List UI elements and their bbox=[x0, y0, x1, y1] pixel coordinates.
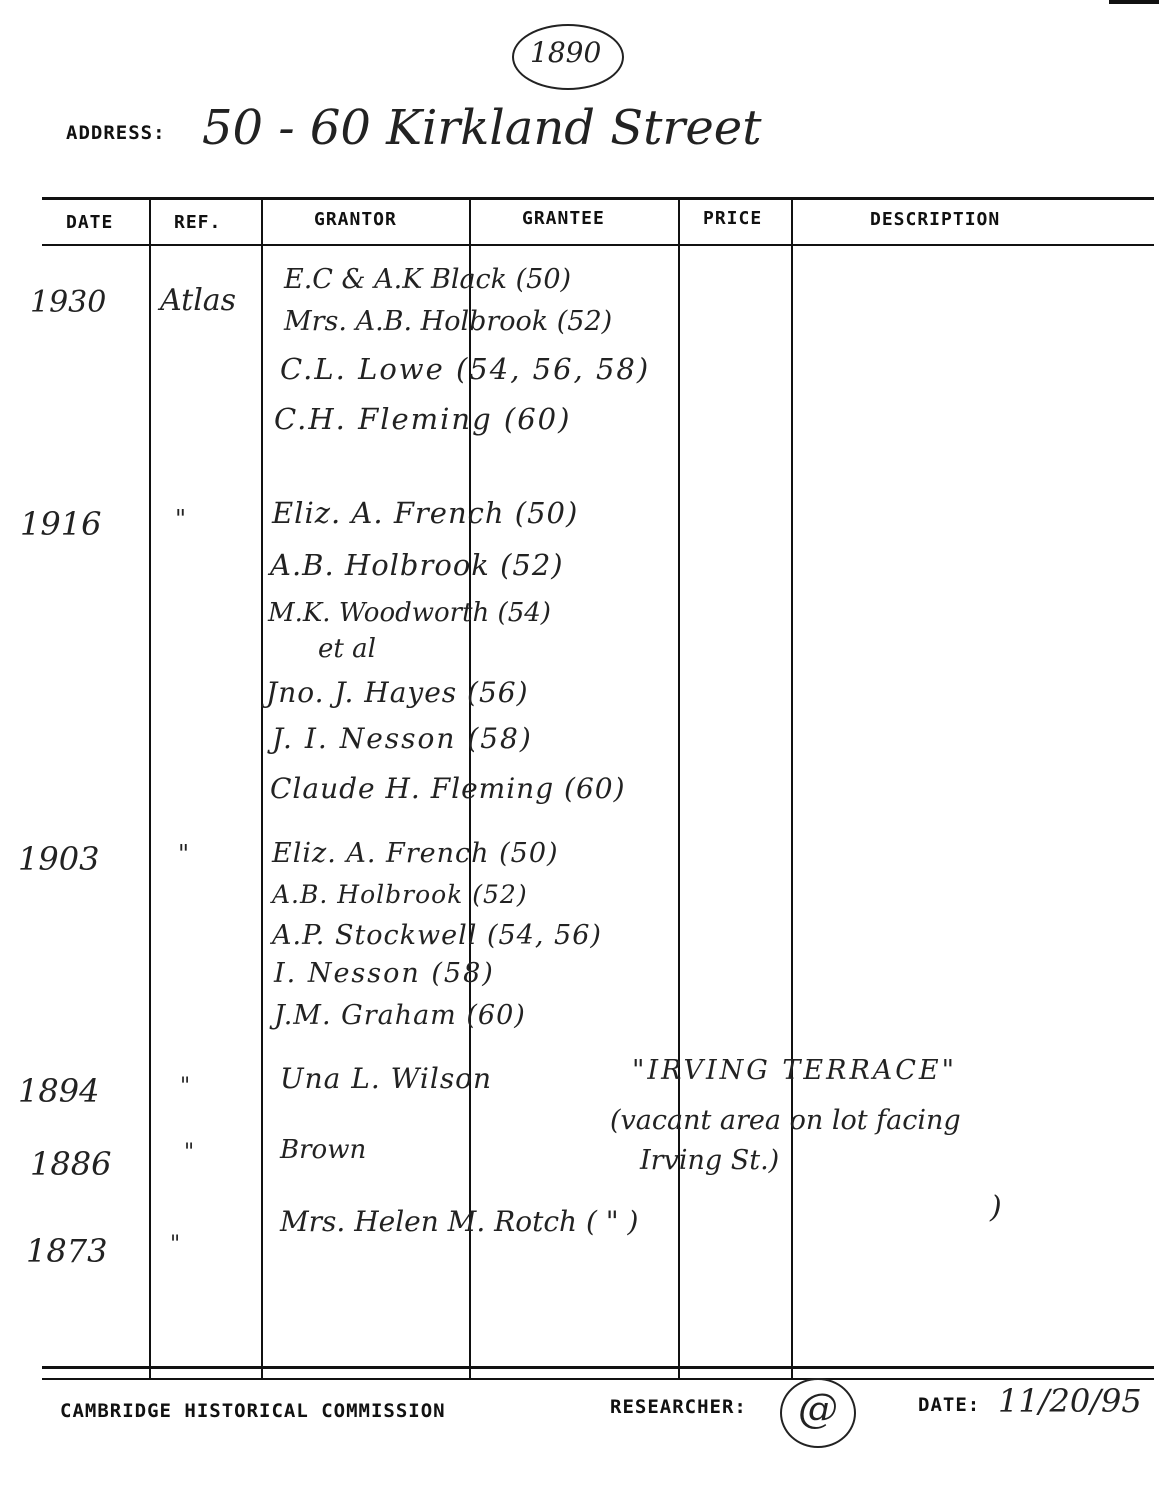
entry-line: Claude H. Fleming (60) bbox=[270, 772, 626, 805]
entry-line: et al bbox=[318, 634, 376, 664]
column-divider bbox=[261, 200, 263, 1378]
footer-date-value: 11/20/95 bbox=[998, 1382, 1142, 1420]
entry-ref: Atlas bbox=[160, 283, 237, 318]
entry-line: Eliz. A. French (50) bbox=[272, 496, 579, 530]
entry-line: Eliz. A. French (50) bbox=[272, 838, 559, 869]
corner-mark bbox=[1109, 0, 1159, 4]
address-value: 50 - 60 Kirkland Street bbox=[202, 100, 762, 156]
year-badge-text: 1890 bbox=[530, 36, 602, 69]
address-label: ADDRESS: bbox=[66, 122, 166, 144]
entry-line: C.L. Lowe (54, 56, 58) bbox=[280, 352, 651, 386]
entry-line: Mrs. Helen M. Rotch ( " ) bbox=[280, 1205, 639, 1238]
table-header-rule bbox=[42, 244, 1154, 246]
entry-date: 1886 bbox=[30, 1145, 112, 1183]
entry-line: Jno. J. Hayes (56) bbox=[266, 676, 529, 709]
entry-ref: " bbox=[184, 1140, 195, 1165]
entry-date: 1930 bbox=[30, 285, 107, 320]
researcher-value: @ bbox=[798, 1386, 838, 1432]
entry-date: 1873 bbox=[26, 1232, 108, 1270]
column-header-date: DATE bbox=[66, 212, 114, 233]
entry-ref: " bbox=[170, 1232, 181, 1257]
table-top-rule bbox=[42, 197, 1154, 200]
entry-line: A.B. Holbrook (52) bbox=[270, 548, 564, 582]
description-bracket: ) bbox=[990, 1190, 1002, 1225]
description-note: (vacant area on lot facing bbox=[610, 1105, 961, 1136]
entry-line: Brown bbox=[280, 1135, 367, 1165]
footer-org: CAMBRIDGE HISTORICAL COMMISSION bbox=[60, 1400, 446, 1422]
column-header-price: PRICE bbox=[703, 208, 763, 229]
description-note: "IRVING TERRACE" bbox=[632, 1055, 958, 1086]
column-divider bbox=[678, 200, 680, 1378]
entry-date: 1916 bbox=[20, 505, 102, 543]
entry-date: 1903 bbox=[18, 840, 100, 878]
column-header-ref: REF. bbox=[174, 212, 222, 233]
entry-line: Mrs. A.B. Holbrook (52) bbox=[284, 306, 613, 337]
column-divider bbox=[791, 200, 793, 1378]
entry-line: A.P. Stockwell (54, 56) bbox=[272, 920, 602, 951]
entry-line: A.B. Holbrook (52) bbox=[272, 880, 528, 909]
entry-line: J.M. Graham (60) bbox=[274, 1000, 526, 1031]
researcher-label: RESEARCHER: bbox=[610, 1396, 747, 1418]
footer-rule bbox=[42, 1378, 1154, 1380]
entry-date: 1894 bbox=[18, 1072, 100, 1110]
column-header-grantor: GRANTOR bbox=[314, 209, 397, 230]
entry-line: E.C & A.K Black (50) bbox=[284, 264, 572, 295]
column-header-description: DESCRIPTION bbox=[870, 209, 1001, 230]
entry-line: I. Nesson (58) bbox=[274, 958, 495, 989]
entry-line: M.K. Woodworth (54) bbox=[268, 598, 551, 628]
entry-ref: " bbox=[178, 840, 190, 868]
table-bottom-rule bbox=[42, 1366, 1154, 1369]
entry-line: Una L. Wilson bbox=[280, 1062, 493, 1095]
entry-ref: " bbox=[180, 1074, 191, 1099]
entry-line: J. I. Nesson (58) bbox=[272, 722, 533, 755]
entry-ref: " bbox=[175, 505, 187, 533]
footer-date-label: DATE: bbox=[918, 1394, 981, 1416]
entry-line: C.H. Fleming (60) bbox=[274, 402, 572, 436]
column-header-grantee: GRANTEE bbox=[522, 208, 605, 229]
description-note: Irving St.) bbox=[640, 1145, 780, 1176]
column-divider bbox=[149, 200, 151, 1378]
